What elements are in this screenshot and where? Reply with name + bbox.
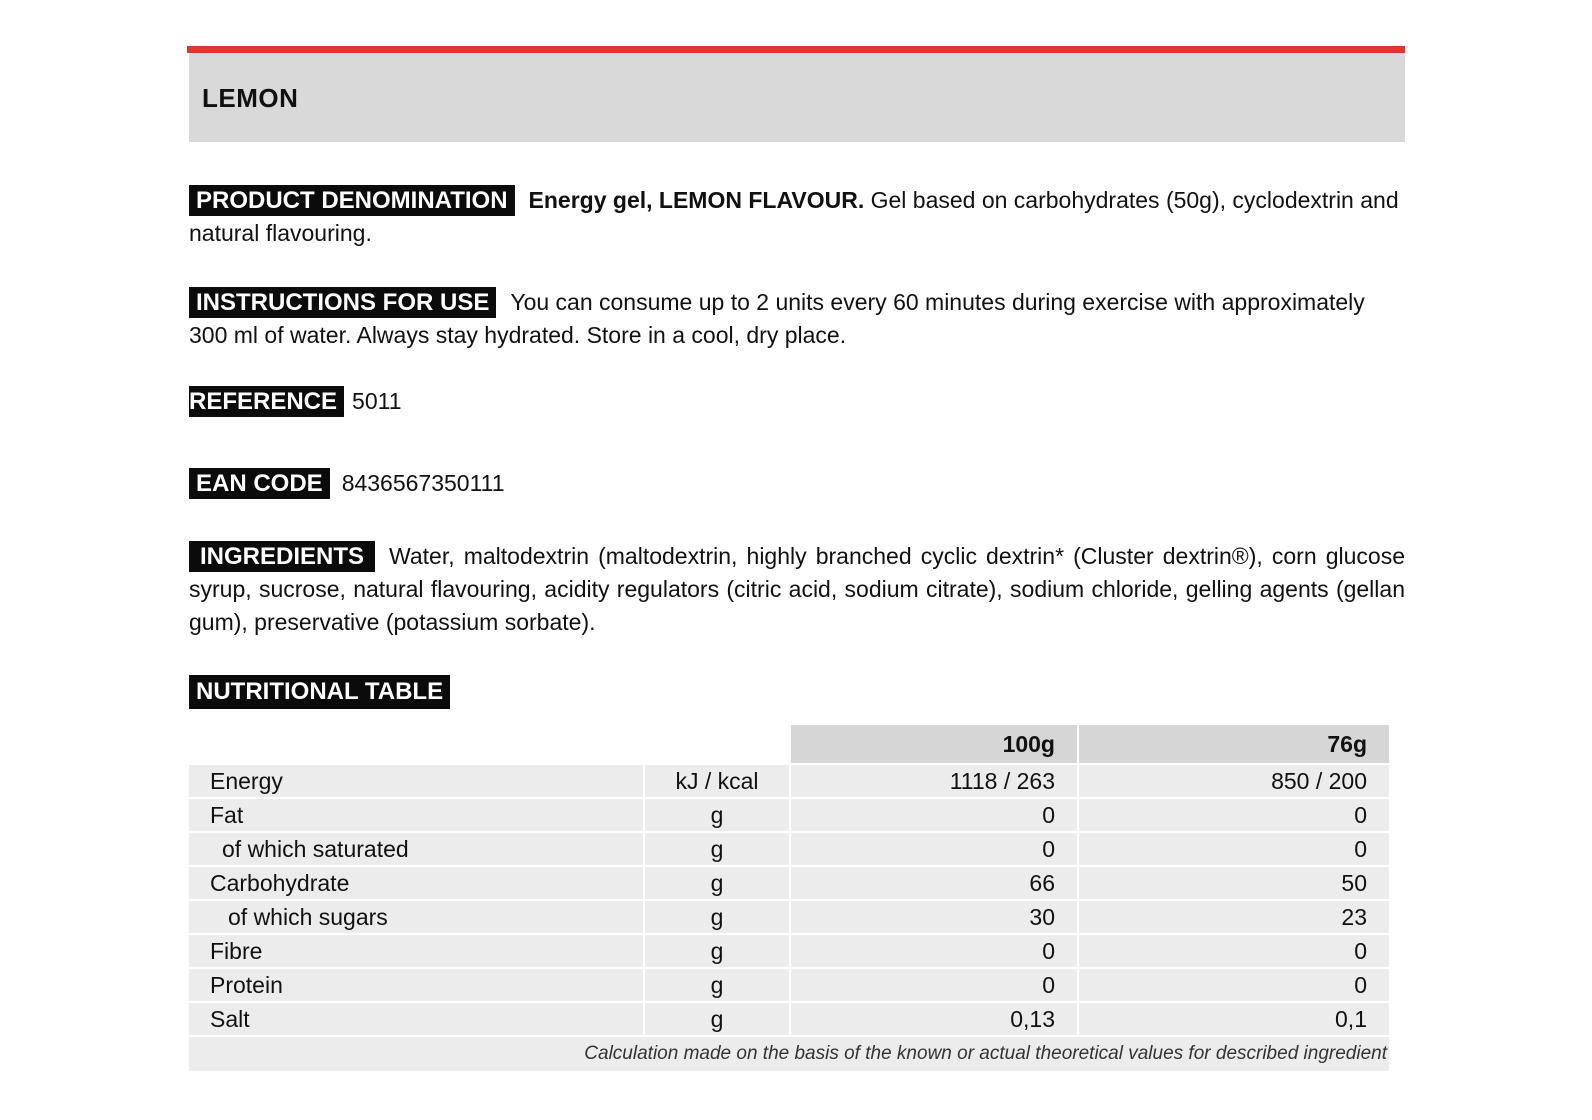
nutrient-unit: g xyxy=(645,969,789,1001)
ean-label: EAN CODE xyxy=(189,468,330,499)
reference-label: REFERENCE xyxy=(189,386,344,417)
ingredients-text: Water, maltodextrin (maltodextrin, highly branched cyclic dextrin* (Cluster dextrin®), corn glucose syrup, sucrose, natural flavouring, acidity regulators (citric acid, sodium citrate), sodium chloride, gelling agents (gellan gum), preservative (potassium sorbate). xyxy=(189,543,1405,635)
nutrient-unit: g xyxy=(645,1003,789,1035)
nutrient-unit: g xyxy=(645,833,789,865)
nutrient-value-100g: 1118 / 263 xyxy=(791,765,1077,797)
nutrient-name: Carbohydrate xyxy=(189,867,643,899)
nutrient-name: of which saturated xyxy=(189,833,643,865)
nutrient-name: Salt xyxy=(189,1003,643,1035)
table-row xyxy=(189,764,1389,798)
nutrient-value-76g: 850 / 200 xyxy=(1079,765,1389,797)
ean-value: 8436567350111 xyxy=(341,470,505,496)
nutritional-label: NUTRITIONAL TABLE xyxy=(189,675,450,709)
table-row xyxy=(189,968,1389,1002)
nutrient-name: Fat xyxy=(189,799,643,831)
nutrient-unit: kJ / kcal xyxy=(645,765,789,797)
nutrient-value-76g: 23 xyxy=(1079,901,1389,933)
product-title: LEMON xyxy=(202,83,299,113)
table-row xyxy=(189,1002,1389,1036)
nutrient-value-100g: 30 xyxy=(791,901,1077,933)
table-row xyxy=(189,900,1389,934)
nutrient-value-76g: 0 xyxy=(1079,799,1389,831)
nutrient-value-100g: 0 xyxy=(791,935,1077,967)
nutrient-value-76g: 50 xyxy=(1079,867,1389,899)
ean-section xyxy=(189,467,1405,500)
nutrient-value-100g: 66 xyxy=(791,867,1077,899)
table-row xyxy=(189,866,1389,900)
nutrient-name: Protein xyxy=(189,969,643,1001)
column-header-100g: 100g xyxy=(791,725,1077,763)
nutrient-value-76g: 0 xyxy=(1079,969,1389,1001)
nutritional-table xyxy=(189,724,1389,1072)
title-banner xyxy=(189,53,1405,142)
instructions-label: INSTRUCTIONS FOR USE xyxy=(189,287,496,318)
table-row xyxy=(189,798,1389,832)
header-accent-bar xyxy=(187,46,1405,53)
nutrient-name: Fibre xyxy=(189,935,643,967)
table-header-row xyxy=(189,724,1389,764)
table-row xyxy=(189,934,1389,968)
nutrient-value-100g: 0 xyxy=(791,969,1077,1001)
nutrient-value-100g: 0 xyxy=(791,833,1077,865)
nutrient-value-76g: 0 xyxy=(1079,833,1389,865)
nutrient-unit: g xyxy=(645,799,789,831)
product-denomination-bold: Energy gel, LEMON FLAVOUR. xyxy=(528,187,865,213)
column-header-76g: 76g xyxy=(1079,725,1389,763)
product-denomination-section xyxy=(189,184,1405,250)
nutrient-unit: g xyxy=(645,901,789,933)
reference-section xyxy=(189,385,1405,418)
nutrient-value-100g: 0 xyxy=(791,799,1077,831)
nutrient-unit: g xyxy=(645,935,789,967)
nutrient-unit: g xyxy=(645,867,789,899)
instructions-text: You can consume up to 2 units every 60 minutes during exercise with approximately 300 ml of water. Always stay hydrated. Store in a cool, dry place. xyxy=(189,289,1365,348)
table-footnote-row xyxy=(189,1036,1389,1072)
table-row xyxy=(189,832,1389,866)
table-footnote: Calculation made on the basis of the known or actual theoretical values for described ingredient xyxy=(189,1037,1389,1071)
reference-value: 5011 xyxy=(352,388,402,414)
nutrient-value-76g: 0,1 xyxy=(1079,1003,1389,1035)
product-denomination-text: Gel based on carbohydrates (50g), cyclodextrin and natural flavouring. xyxy=(189,187,1399,246)
nutrient-name: Energy xyxy=(189,765,643,797)
instructions-section xyxy=(189,286,1405,352)
nutrient-name: of which sugars xyxy=(189,901,643,933)
ingredients-label: INGREDIENTS xyxy=(189,541,375,572)
nutrient-value-76g: 0 xyxy=(1079,935,1389,967)
nutrient-value-100g: 0,13 xyxy=(791,1003,1077,1035)
ingredients-section xyxy=(189,540,1405,639)
product-denomination-label: PRODUCT DENOMINATION xyxy=(189,185,515,216)
nutritional-section xyxy=(189,675,1405,709)
